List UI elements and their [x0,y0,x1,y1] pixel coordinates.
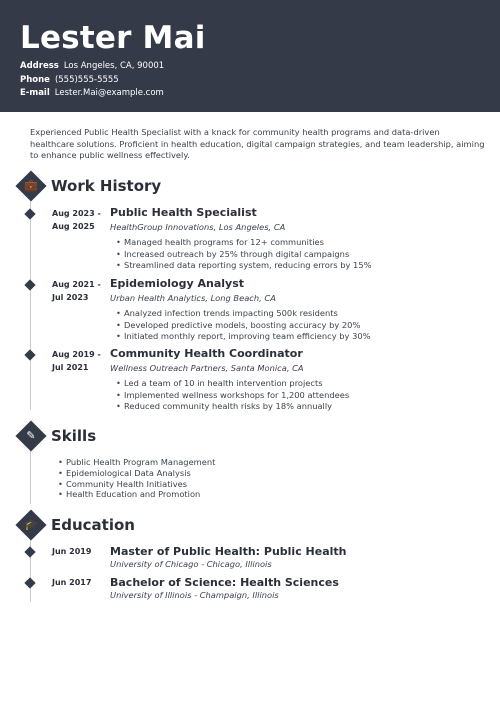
job-date-start: Aug 2019 - [52,350,101,359]
job-employer: HealthGroup Innovations, Los Angeles, CA [110,222,286,232]
graduation-cap-icon: 🎓 [15,509,46,540]
job-achievements [116,378,349,413]
achievement-item: • Streamlined data reporting system, reducing errors by 15% [116,260,372,272]
skill-item: • Epidemiological Data Analysis [58,468,215,479]
job-date-end: Jul 2021 [52,362,89,372]
phone-line [20,74,119,86]
job-dates [52,208,101,233]
achievement-item: • Led a team of 10 in health intervention projects [116,378,349,390]
skill-item: • Health Education and Promotion [58,489,215,500]
degree-title: Bachelor of Science: Health Sciences [110,576,339,589]
phone-value: (555)555-5555 [54,75,119,85]
timeline-marker [24,349,35,360]
job-date-start: Aug 2021 - [52,280,101,289]
job-title: Public Health Specialist [110,206,257,219]
timeline-marker [24,208,35,219]
job-date-end: Jul 2023 [52,292,89,302]
skills-timeline-line [30,446,31,504]
job-employer: Urban Health Analytics, Long Beach, CA [110,293,276,303]
school-name: University of Illinois - Champaign, Illinois [110,590,279,600]
email-line [20,87,164,99]
phone-label: Phone [20,75,50,85]
resume-header [0,0,500,112]
skill-item: • Public Health Program Management [58,457,215,468]
professional-summary: Experienced Public Health Specialist with a knack for community health programs and data-driven healthcare solutions. Proficient in health education, digital campaign strategies, and team leadership, aiming to enhance public wellness effectively. [30,127,485,161]
education-date: Jun 2019 [52,547,92,556]
candidate-name: Lester Mai [20,20,206,56]
skills-heading: Skills [51,427,97,445]
achievement-item: • Developed predictive models, boosting accuracy by 20% [116,320,371,332]
job-date-end: Aug 2025 [52,221,95,231]
achievement-item: • Initiated monthly report, improving team efficiency by 30% [116,331,371,343]
address-label: Address [20,61,59,71]
achievement-item: • Analyzed infection trends impacting 500k residents [116,308,371,320]
address-value: Los Angeles, CA, 90001 [63,61,165,71]
job-achievements [116,237,372,272]
achievement-item: • Implemented wellness workshops for 1,200 attendees [116,390,349,402]
job-dates [52,349,101,374]
puzzle-icon: ✎ [15,420,46,451]
job-title: Epidemiology Analyst [110,277,244,290]
job-employer: Wellness Outreach Partners, Santa Monica, CA [110,363,304,373]
job-dates [52,279,101,304]
education-date: Jun 2017 [52,578,92,587]
degree-title: Master of Public Health: Public Health [110,545,347,558]
timeline-marker [24,279,35,290]
achievement-item: • Reduced community health risks by 18% annually [116,401,349,413]
job-date-start: Aug 2023 - [52,209,101,218]
achievement-item: • Increased outreach by 25% through digital campaigns [116,249,372,261]
work-history-heading: Work History [51,177,162,195]
achievement-item: • Managed health programs for 12+ communities [116,237,372,249]
job-achievements [116,308,371,343]
address-line [20,60,164,72]
school-name: University of Chicago - Chicago, Illinois [110,559,272,569]
job-title: Community Health Coordinator [110,347,303,360]
email-label: E-mail [20,88,50,98]
education-heading: Education [51,516,135,534]
briefcase-icon: 💼 [15,170,46,201]
skill-item: • Community Health Initiatives [58,479,215,490]
skills-list [58,457,215,500]
timeline-marker [24,577,35,588]
work-timeline-line [30,196,31,410]
email-value: Lester.Mai@example.com [54,88,164,98]
timeline-marker [24,546,35,557]
